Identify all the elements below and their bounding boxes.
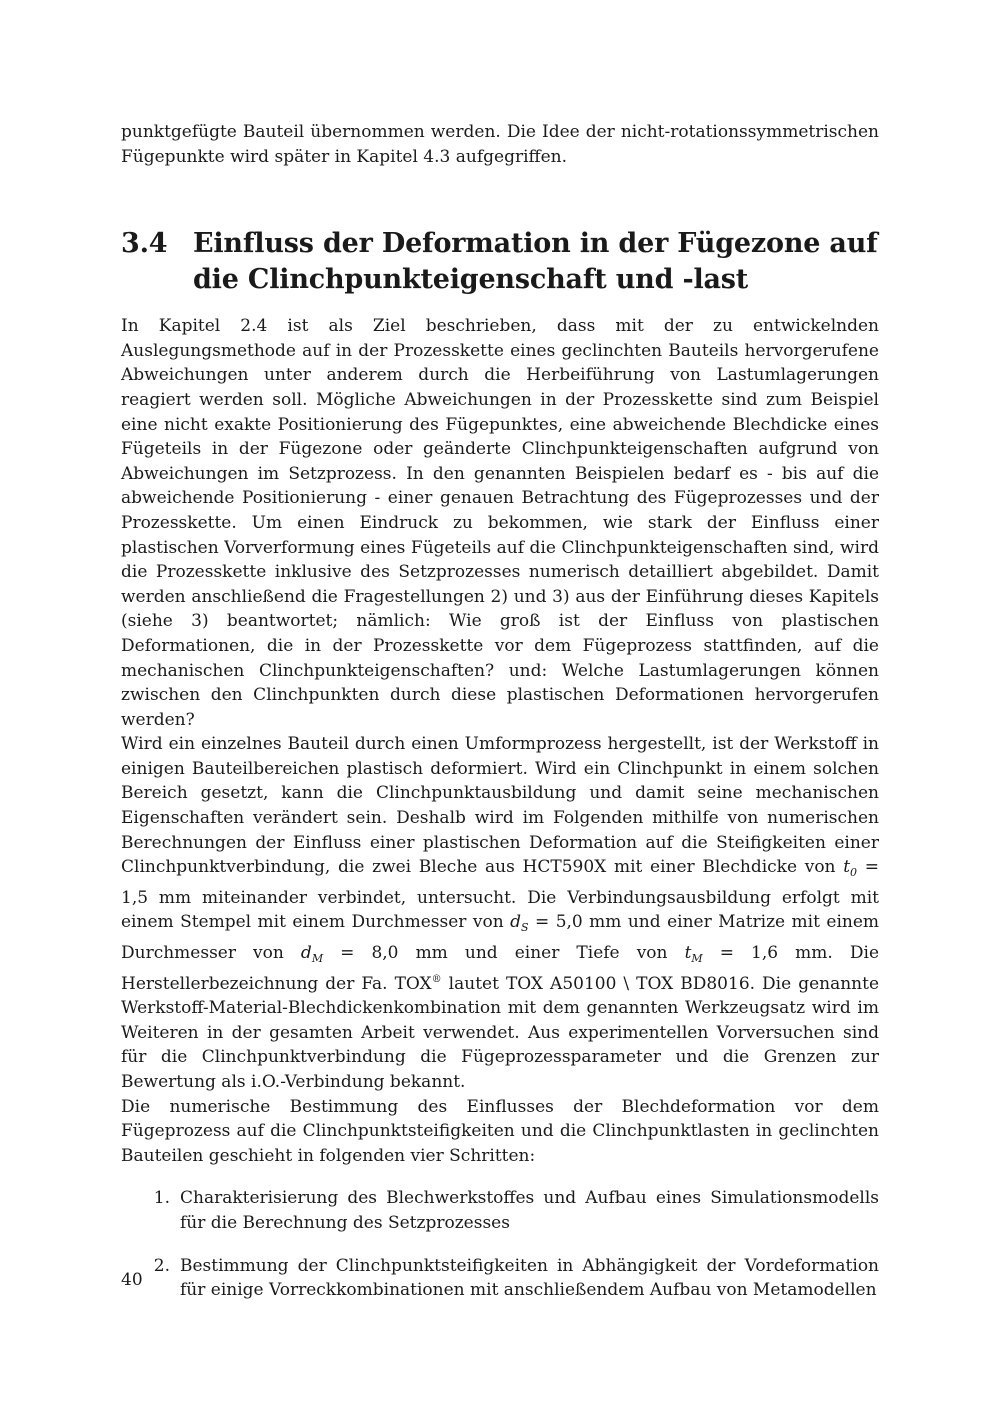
math-t0: $t_0$: [843, 857, 858, 880]
math-ds: $d_S$: [510, 912, 529, 935]
list-item-text: Bestimmung der Clinchpunktsteifigkeiten in Abhängigkeit der Vordeformation für einige Vorreckkombinationen mit anschließendem Aufbau von Metamodellen: [180, 1255, 879, 1301]
math-dm: $d_M$: [300, 943, 324, 966]
section-title: Einfluss der Deformation in der Fügezone auf die Clinchpunkteigenschaft und -last: [193, 228, 878, 296]
page-content: [121, 120, 879, 1321]
value-dm: = 8,0 mm: [323, 943, 448, 964]
paragraph-2-text-d: und einer Tiefe von: [447, 943, 685, 964]
list-item-number: 2.: [153, 1255, 170, 1276]
body-paragraph-1: In Kapitel 2.4 ist als Ziel beschrieben, dass mit der zu entwickelnden Auslegungsmethode auf in der Prozesskette eines geclinchten Bauteils hervorgerufene Abweichungen unter anderem durch die Herbeiführung von Lastumlagerungen reagiert werden soll. Mögliche Abweichungen in der Prozesskette sind zum Beispiel eine nicht exakte Positionierung des Fügepunktes, eine abweichende Blechdicke eines Fügeteils in der Fügezone oder geänderte Clinchpunkteigenschaften aufgrund von Abweichungen im Setzprozess. In den genannten Beispielen bedarf es - bis auf die abweichende Positionierung - einer genauen Betrachtung des Fügeprozesses und der Prozesskette. Um einen Eindruck zu bekommen, wie stark der Einfluss einer plastischen Vorverformung eines Fügeteils auf die Clinchpunkteigenschaften sind, wird die Prozesskette inklusive des Setzprozesses numerisch detailliert abgebildet. Damit werden anschließend die Fragestellungen 2) und 3) aus der Einführung dieses Kapitels (siehe 3) beantwortet; nämlich: Wie groß ist der Einfluss von plastischen Deformationen, die in der Prozesskette vor dem Fügeprozess stattfinden, auf die mechanischen Clinchpunkteigenschaften? und: Welche Lastumlagerungen können zwischen den Clinchpunkten durch diese plastischen Deformationen hervorgerufen werden?: [121, 316, 879, 730]
value-t0: = 1,5 mm: [121, 857, 879, 908]
section-number: 3.4: [121, 228, 168, 260]
paragraph-2-text-e: . Die Herstellerbezeichnung der Fa. TOX: [121, 943, 880, 994]
list-item: [121, 1254, 879, 1303]
paragraph-2-text-a: Wird ein einzelnes Bauteil durch einen Umformprozess hergestellt, ist der Werkstoff in einigen Bauteilbereichen plastisch deformiert. Wird ein Clinchpunkt in einem solchen Bereich gesetzt, kann die Clinchpunktausbildung und damit seine mechanischen Eigenschaften verändert sein. Deshalb wird im Folgenden mithilfe von numerischen Berechnungen der Einfluss einer plastischen Deformation auf die Steifigkeiten einer Clinchpunktverbindung, die zwei Bleche aus HCT590X mit einer Blechdicke von: [121, 734, 879, 878]
page-number: 40: [121, 1270, 143, 1290]
intro-paragraph: punktgefügte Bauteil übernommen werden. Die Idee der nicht-rotationssymmetrischen Fügepunkte wird später in Kapitel 4.3 aufgegriffen.: [121, 122, 879, 167]
list-item: [121, 1186, 879, 1235]
body-paragraph-2: [121, 732, 879, 1094]
list-item-number: 1.: [153, 1188, 170, 1209]
paragraph-2-text-f: lautet TOX A50100 \ TOX BD8016. Die genannte Werkstoff-Material-Blechdickenkombination mit dem genannten Werkzeugsatz wird im Weiteren in der gesamten Arbeit verwendet. Aus experimentellen Vorversuchen sind für die Clinchpunktverbindung die Fügeprozessparameter und die Grenzen zur Bewertung als i.O.-Verbindung bekannt.: [121, 973, 880, 1092]
list-item-text: Charakterisierung des Blechwerkstoffes und Aufbau eines Simulationsmodells für die Berechnung des Setzprozesses: [180, 1188, 879, 1233]
math-tm: $t_M$: [684, 943, 703, 966]
paragraph-2-text-c: und einer Matrize mit einem Durchmesser von: [121, 912, 880, 964]
section-heading: [121, 226, 879, 298]
body-paragraph-3: Die numerische Bestimmung des Einflusses der Blechdeformation vor dem Fügeprozess auf die Clinchpunktsteifigkeiten und die Clinchpunktlasten in geclinchten Bauteilen geschieht in folgenden vier Schritten:: [121, 1096, 879, 1166]
value-tm: = 1,6 mm: [702, 943, 828, 964]
paragraph-2-text-b: miteinander verbindet, untersucht. Die Verbindungsausbildung erfolgt mit einem Stempel mit einem Durchmesser von: [121, 887, 879, 933]
steps-list: [121, 1186, 879, 1302]
registered-mark: ®: [431, 973, 442, 985]
value-ds: = 5,0 mm: [528, 912, 622, 933]
